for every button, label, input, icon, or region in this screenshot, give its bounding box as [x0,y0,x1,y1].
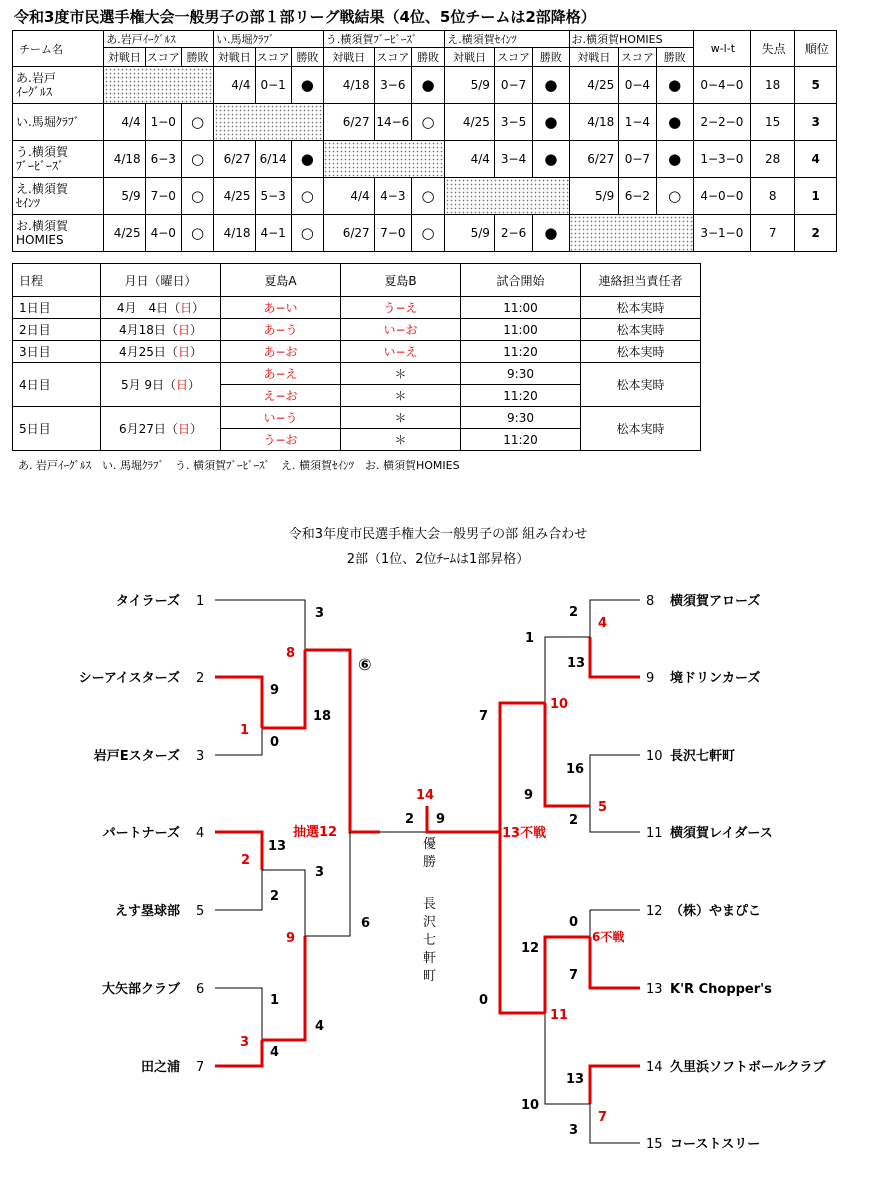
team-seed: 6 [196,982,205,997]
schedule-date-close: ） [189,323,202,337]
bracket-score: 3 [315,606,325,621]
schedule-day: 5日目 [13,407,101,451]
match-date: 5/9 [445,67,495,104]
match-date: 6/27 [323,104,374,141]
match-score: 6/14 [255,141,291,178]
field-b-match: ＊ [341,385,461,407]
runs-value: 28 [750,141,795,178]
match-date: 4/4 [445,141,495,178]
team-name: パートナーズ [102,826,180,841]
sub-result-header: 勝敗 [291,48,323,67]
col-team-o: お.横須賀HOMIES [569,31,693,48]
match-score: 3−5 [494,104,532,141]
schedule-day: 2日目 [13,319,101,341]
match-score: 1−4 [619,104,656,141]
champion-name: 町 [423,969,437,984]
team-name: タイラーズ [115,594,180,609]
bracket-score: 5 [598,800,608,815]
bracket-score: 0 [569,915,579,930]
bracket-score: 1 [525,631,535,646]
bracket-score: 2 [270,889,280,904]
col-team-i: い.馬堀ｸﾗﾌﾞ [214,31,324,48]
schedule-weekday: 日 [177,422,190,436]
match-result: ○ [181,178,213,215]
bracket-score: 3 [569,1123,579,1138]
schedule-row [13,363,701,385]
self-match-cell [104,67,214,104]
champion-name: 軒 [423,951,437,966]
bracket-score: 0 [479,993,489,1008]
match-score: 3−4 [494,141,532,178]
team-name-header: チーム名 [13,31,104,67]
rank-value: 4 [795,141,837,178]
bracket-score: 2 [241,853,251,868]
self-match-cell [323,141,444,178]
schedule-header-day: 日程 [13,264,101,297]
bracket-line [215,728,262,755]
team-name: K'R Chopper's [670,982,772,997]
match-result: ○ [291,178,323,215]
bracket-line [500,703,545,832]
rank-header: 順位 [795,31,837,67]
bracket-score: 4 [270,1045,280,1060]
champion-label: 優 [423,837,437,852]
team-name: （株）やまぴこ [670,904,762,919]
match-score: 1−0 [145,104,181,141]
field-b-match: ＊ [341,363,461,385]
bracket-line [590,1066,640,1104]
schedule-date-text: 4月25日（ [119,345,178,359]
team-name-line: う.横須賀 [16,145,68,159]
bracket-line [215,988,262,1040]
match-score: 0−7 [494,67,532,104]
bracket-line [262,870,305,936]
sub-date-header: 対戦日 [445,48,495,67]
sub-result-header: 勝敗 [411,48,444,67]
field-a-match: い−う [221,407,341,429]
bracket-score: 抽選12 [293,825,338,840]
team-seed: 2 [196,671,205,686]
team-name: えす塁球部 [114,904,180,919]
team-name-line: ｾｲﾝﾂ [16,196,41,210]
bracket-line [215,600,305,650]
team-seed: 4 [196,826,205,841]
bracket-score: 13 [268,839,287,854]
schedule-row [13,319,701,341]
bracket-score: 2 [405,812,415,827]
team-seed: 7 [196,1060,205,1075]
schedule-day: 3日目 [13,341,101,363]
runs-header: 失点 [750,31,795,67]
schedule-row [13,341,701,363]
schedule-date-close: ） [189,422,202,436]
start-time: 11:00 [461,319,581,341]
field-a-match: あ−お [221,341,341,363]
bracket-line [262,936,305,1040]
bracket-score: 7 [479,709,489,724]
bracket-score: 11 [550,1008,569,1023]
match-result: ● [533,104,569,141]
schedule-date-text: 4月 4日（ [116,301,181,315]
match-date: 4/4 [104,104,145,141]
schedule-weekday: 日 [176,378,189,392]
bracket-score: 18 [313,709,332,724]
match-score: 2−6 [494,215,532,252]
bracket-score: 3 [240,1035,250,1050]
field-b-match: ＊ [341,429,461,451]
match-result: ● [533,215,569,252]
schedule-row [13,407,701,429]
team-name-line: ﾌﾞｰﾋﾞｰｽﾞ [16,159,65,173]
team-name: 横須賀アローズ [670,594,761,609]
team-name: シーアイスターズ [78,671,180,686]
field-a-match: え−お [221,385,341,407]
bracket-line [545,703,590,806]
match-date: 6/27 [214,141,255,178]
match-result: ● [533,141,569,178]
league-table [12,30,837,252]
match-score: 7−0 [145,178,181,215]
league-header-row [13,31,837,48]
bracket-score: 10 [521,1098,540,1113]
wlt-value: 2−2−0 [693,104,750,141]
schedule-table [12,263,701,451]
bracket-line [590,937,640,988]
bracket-score: 9 [270,683,280,698]
schedule-weekday: 日 [180,301,193,315]
wlt-header: w-l-t [693,31,750,67]
match-result: ● [411,67,444,104]
runs-value: 15 [750,104,795,141]
match-date: 4/18 [569,104,619,141]
schedule-date-text: 5月 9日（ [120,378,177,392]
bracket-score: 1 [240,723,250,738]
start-time: 11:20 [461,385,581,407]
team-name [13,67,104,104]
bracket-score: 2 [569,605,579,620]
bracket-score: 13 [567,656,586,671]
team-name-line: HOMIES [16,233,64,247]
match-result: ○ [181,104,213,141]
bracket-score: 9 [286,931,296,946]
team-name: 久里浜ソフトボールクラブ [670,1060,826,1075]
bracket-score: 7 [569,968,579,983]
team-seed: 3 [196,749,205,764]
schedule-weekday: 日 [177,345,190,359]
bracket-line [545,1013,590,1104]
runs-value: 7 [750,215,795,252]
match-score: 4−1 [255,215,291,252]
sub-date-header: 対戦日 [569,48,619,67]
team-name: 岩戸Eスターズ [93,749,180,764]
field-b-match: い−お [341,319,461,341]
schedule-date-close: ） [189,345,202,359]
schedule-header-date: 月日（曜日） [101,264,221,297]
start-time: 9:30 [461,407,581,429]
match-result: ● [291,141,323,178]
bracket-score: 12 [521,941,540,956]
schedule-date [101,341,221,363]
bracket-line [215,870,262,910]
schedule-date [101,297,221,319]
wlt-value: 0−4−0 [693,67,750,104]
sub-score-header: スコア [374,48,411,67]
start-time: 11:20 [461,341,581,363]
field-a-match: う−お [221,429,341,451]
team-name-line: え.横須賀 [16,182,68,196]
match-result: ○ [411,215,444,252]
match-result: ● [656,67,693,104]
bracket-score: 0 [270,735,280,750]
schedule-date [101,319,221,341]
match-date: 5/9 [104,178,145,215]
champion-name: 沢 [423,915,437,930]
bracket-score: 13 [566,1072,585,1087]
bracket-line [215,832,262,870]
bracket-score: 13不戦 [502,826,547,841]
sub-result-header: 勝敗 [656,48,693,67]
schedule-row [13,297,701,319]
bracket-score: 10 [550,697,569,712]
wlt-value: 3−1−0 [693,215,750,252]
league-row [13,178,837,215]
runs-value: 8 [750,178,795,215]
match-date: 4/25 [214,178,255,215]
match-score: 6−3 [145,141,181,178]
start-time: 11:20 [461,429,581,451]
bracket-line [305,832,350,936]
team-name [13,178,104,215]
league-row [13,141,837,178]
contact-person: 松本実時 [581,363,701,407]
team-seed: 15 [646,1137,663,1152]
schedule-date [101,407,221,451]
sub-date-header: 対戦日 [104,48,145,67]
field-a-match: あ−い [221,297,341,319]
schedule-day: 1日目 [13,297,101,319]
team-name: 大矢部クラブ [101,982,180,997]
bracket-line [215,677,262,728]
start-time: 9:30 [461,363,581,385]
match-date: 6/27 [569,141,619,178]
match-result: ○ [181,141,213,178]
tournament-bracket [0,560,876,1190]
bracket-score: 6不戦 [592,930,625,944]
match-date: 4/4 [214,67,255,104]
field-b-match: う−え [341,297,461,319]
col-team-u: う.横須賀ﾌﾞｰﾋﾞｰｽﾞ [323,31,444,48]
bracket-line [590,637,640,677]
sub-result-header: 勝敗 [181,48,213,67]
team-name: 境ドリンカーズ [670,671,761,686]
match-date: 5/9 [445,215,495,252]
team-seed: 5 [196,904,205,919]
sub-date-header: 対戦日 [323,48,374,67]
league-row [13,104,837,141]
team-seed: 10 [646,749,663,764]
schedule-date-text: 4月18日（ [119,323,178,337]
start-time: 11:00 [461,297,581,319]
match-score: 0−1 [255,67,291,104]
match-result: ● [656,104,693,141]
bracket-line [590,755,640,806]
league-title: 令和3度市民選手権大会一般男子の部１部リーグ戦結果（4位、5位チームは2部降格） [14,8,596,26]
rank-value: 3 [795,104,837,141]
bracket-score: ⑥ [358,655,372,674]
sub-date-header: 対戦日 [214,48,255,67]
bracket-line [215,1040,262,1066]
match-score: 4−0 [145,215,181,252]
field-a-match: あ−え [221,363,341,385]
match-score: 14−6 [374,104,411,141]
schedule-date-text: 6月27日（ [119,422,178,436]
contact-person: 松本実時 [581,341,701,363]
sub-score-header: スコア [145,48,181,67]
match-result: ○ [181,215,213,252]
league-row [13,215,837,252]
contact-person: 松本実時 [581,319,701,341]
champion-label: 勝 [423,855,437,870]
contact-person: 松本実時 [581,407,701,451]
rank-value: 1 [795,178,837,215]
match-score: 0−4 [619,67,656,104]
col-team-e: え.横須賀ｾｲﾝﾂ [445,31,569,48]
bracket-line [305,650,380,832]
self-match-cell [214,104,324,141]
team-name-line: お.横須賀 [16,219,68,233]
schedule-date-close: ） [188,378,201,392]
team-name: 横須賀レイダース [670,826,773,841]
self-match-cell [445,178,569,215]
sub-score-header: スコア [494,48,532,67]
team-name-line: あ.岩戸 [16,71,56,85]
match-result: ● [291,67,323,104]
field-b-match: い−え [341,341,461,363]
match-date: 4/4 [323,178,374,215]
match-date: 4/18 [104,141,145,178]
match-date: 4/25 [104,215,145,252]
bracket-score: 3 [315,865,325,880]
schedule-header-row [13,264,701,297]
league-row [13,67,837,104]
team-name [13,215,104,252]
bracket-score: 7 [598,1110,608,1125]
schedule-header-start: 試合開始 [461,264,581,297]
wlt-value: 1−3−0 [693,141,750,178]
field-a-match: あ−う [221,319,341,341]
bracket-line [500,832,545,1013]
team-name [13,104,104,141]
bracket-score: 4 [598,616,608,631]
sub-score-header: スコア [619,48,656,67]
runs-value: 18 [750,67,795,104]
match-date: 4/18 [214,215,255,252]
tournament-title: 令和3年度市民選手権大会一般男子の部 組み合わせ [288,527,588,542]
bracket-line [262,650,305,728]
team-legend: あ. 岩戸ｲｰｸﾞﾙｽ い. 馬堀ｸﾗﾌﾞ う. 横須賀ﾌﾞｰﾋﾞｰｽﾞ え. 横須賀ｾｲﾝﾂ お. 横須賀HOMIES [18,459,460,472]
team-seed: 12 [646,904,663,919]
bracket-score: 2 [569,813,579,828]
bracket-score: 1 [270,993,280,1008]
bracket-score: 9 [436,812,446,827]
match-score: 3−6 [374,67,411,104]
team-name: コーストスリー [670,1137,761,1152]
match-result: ○ [291,215,323,252]
champion-name: 七 [423,933,437,948]
bracket-line [545,937,590,1013]
bracket-score: 6 [361,916,371,931]
match-score: 4−3 [374,178,411,215]
schedule-weekday: 日 [177,323,190,337]
team-seed: 1 [196,594,205,609]
schedule-date-close: ） [192,301,205,315]
match-score: 6−2 [619,178,656,215]
match-result: ● [656,141,693,178]
wlt-value: 4−0−0 [693,178,750,215]
bracket-score: 16 [566,762,585,777]
rank-value: 5 [795,67,837,104]
match-result: ○ [656,178,693,215]
schedule-day: 4日目 [13,363,101,407]
champion-name: 長 [423,897,437,912]
match-date: 4/18 [323,67,374,104]
team-seed: 13 [646,982,663,997]
match-score: 5−3 [255,178,291,215]
team-name-line: ｲｰｸﾞﾙｽ [16,85,53,99]
bracket-score: 14 [416,788,435,803]
col-team-a: あ.岩戸ｲｰｸﾞﾙｽ [104,31,214,48]
schedule-header-field-a: 夏島A [221,264,341,297]
team-name: 田之浦 [140,1060,180,1075]
team-seed: 11 [646,826,663,841]
team-seed: 8 [646,594,655,609]
bracket-score: 4 [315,1019,325,1034]
schedule-date [101,363,221,407]
team-name-line: い.馬堀ｸﾗﾌﾞ [16,115,80,129]
field-b-match: ＊ [341,407,461,429]
sub-result-header: 勝敗 [533,48,569,67]
sub-score-header: スコア [255,48,291,67]
schedule-header-field-b: 夏島B [341,264,461,297]
team-seed: 14 [646,1060,663,1075]
match-date: 5/9 [569,178,619,215]
match-result: ● [533,67,569,104]
team-name: 長沢七軒町 [670,749,736,764]
match-date: 4/25 [445,104,495,141]
match-result: ○ [411,104,444,141]
match-score: 0−7 [619,141,656,178]
match-date: 6/27 [323,215,374,252]
tournament-subtitle: 2部（1位、2位ﾁｰﾑは1部昇格） [346,552,530,567]
match-result: ○ [411,178,444,215]
team-name [13,141,104,178]
match-date: 4/25 [569,67,619,104]
team-seed: 9 [646,671,655,686]
self-match-cell [569,215,693,252]
rank-value: 2 [795,215,837,252]
bracket-score: 9 [524,788,534,803]
bracket-score: 8 [286,646,296,661]
contact-person: 松本実時 [581,297,701,319]
schedule-header-contact: 連絡担当責任者 [581,264,701,297]
match-score: 7−0 [374,215,411,252]
